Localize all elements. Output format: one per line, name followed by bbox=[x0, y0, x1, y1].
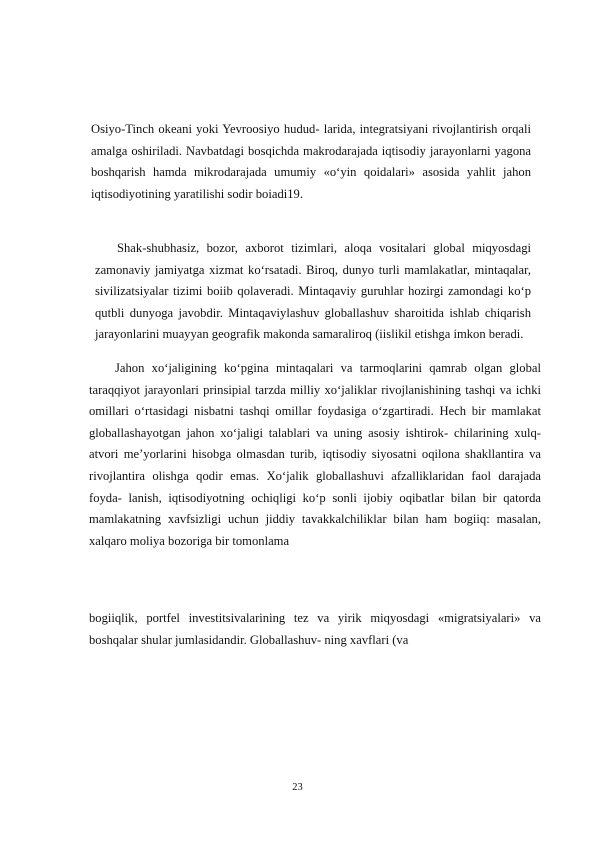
paragraph-globalization-risks: bogiiqlik, portfel investitsivalarining tez va yirik miqyosdagi «migratsiyalari» va boshqalar shular jumlasidandir. Globallashuv- ning xavflari (va bbox=[89, 611, 541, 647]
page-number: 23 bbox=[292, 782, 303, 793]
paragraph-global-development: Jahon xo‘jaligining ko‘pgina mintaqalari va tarmoqlarini qamrab olgan global taraqqiyot jarayonlari prinsipial tarzda milliy xo‘jaliklar rivojlanishining tashqi va ichki omillari o‘rtasidagi nisbatni tashqi omillar foydasiga o‘zgartiradi. Hech bir mamlakat globallashayotgan jahon xo‘jaligi talablari va uning asosiy ishtirok- chilarining xulq-atvori me’yorlarini hisobga olmasdan turib, iqtisodiy siyosatni oqilona shakllantira va rivojlantira olishga qodir emas. Xo‘jalik globallashuvi afzalliklaridan faol darajada foyda- lanish, iqtisodiyotning ochiqligi ko‘p sonli ijobiy oqibatlar bilan bir qatorda mamlakatning xavfsizligi uchun jiddiy tavakkalchiliklar bilan ham bogiiq: masalan, xalqaro moliya bozoriga bir tomonlama bbox=[89, 361, 541, 548]
paragraph-regional-integration: Osiyo-Tinch okeani yoki Yevroosiyo hudud- larida, integratsiyani rivojlantirish orqali amalga oshiriladi. Navbatdagi bosqichda makrodarajada iqtisodiy jarayonlarni yagona boshqarish hamda mikrodarajada umumiy «o‘yin qoidalari» asosida yahlit jahon iqtisodiyotining yaratilishi sodir boiadi19. bbox=[91, 122, 531, 201]
paragraph-regionalization: Shak-shubhasiz, bozor, axborot tizimlari, aloqa vositalari global miqyosdagi zamonaviy jamiyatga xizmat ko‘rsatadi. Biroq, dunyo turli mamlakatlar, mintaqalar, sivilizatsiyalar tizimi boiib qolaveradi. Mintaqaviy guruhlar hozirgi zamondagi ko‘p qutbli dunyoga javobdir. Mintaqaviylashuv globallashuv sharoitida ishlab chiqarish jarayonlarini muayyan geografik makonda samaraliroq (iislikil etishga imkon beradi. bbox=[95, 241, 531, 342]
